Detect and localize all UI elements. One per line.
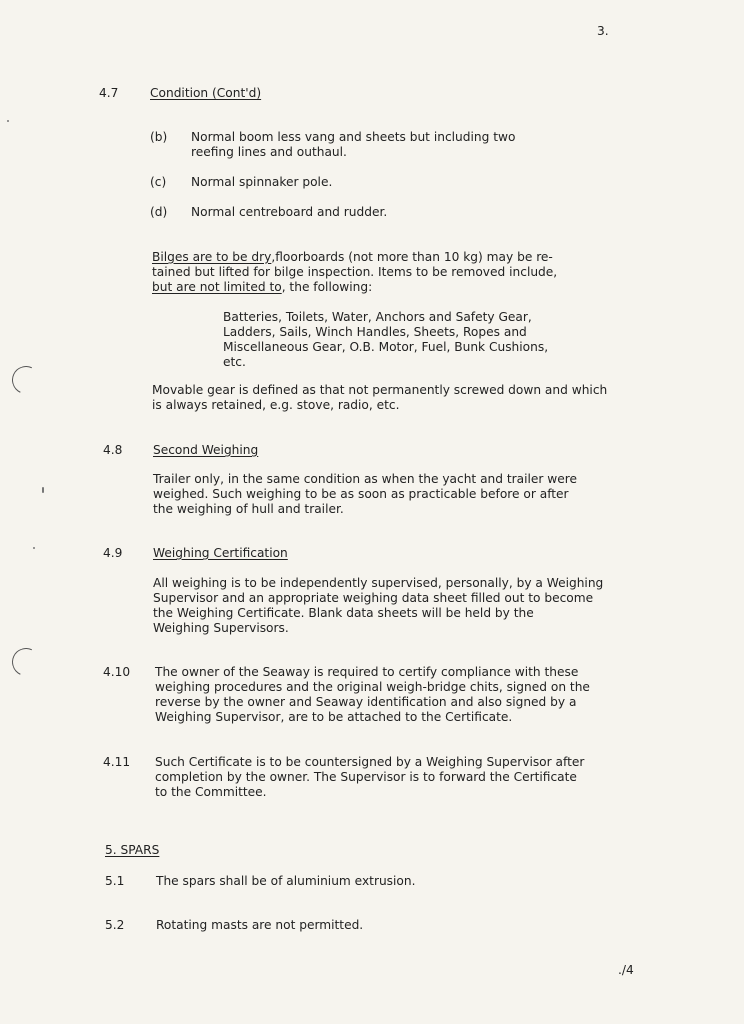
bilges-underlined: Bilges are to be dry	[152, 250, 272, 264]
section-4-10-text: The owner of the Seaway is required to certify compliance with these weighing procedures and the original weigh-bridge chits, signed on the reverse by the owner and Seaway identification and also signed by a Weighing Supervisor, are to be attached to the Certificate.	[155, 665, 590, 724]
item-b-text: Normal boom less vang and sheets but including two reefing lines and outhaul.	[191, 130, 516, 159]
removed-items-list: Batteries, Toilets, Water, Anchors and Safety Gear, Ladders, Sails, Winch Handles, Sheets, Ropes and Miscellaneous Gear, O.B. Motor, Fuel, Bunk Cushions, etc.	[223, 310, 549, 369]
section-4-8-text: Trailer only, in the same condition as when the yacht and trailer were weighed. Such weighing to be as soon as practicable before or after the weighing of hull and trailer.	[153, 472, 577, 516]
section-5-1-number: 5.1	[105, 874, 125, 888]
section-4-8-title: Second Weighing	[153, 443, 259, 457]
section-4-7-title: Condition (Cont'd)	[150, 86, 262, 100]
section-4-9-text: All weighing is to be independently supervised, personally, by a Weighing Supervisor and an appropriate weighing data sheet filled out to become the Weighing Certificate. Blank data sheets will be held by the Weighing Supervisors.	[153, 576, 604, 635]
continuation-page-ref: ./4	[618, 963, 634, 977]
page-number: 3.	[597, 24, 609, 38]
paper-speck	[7, 120, 9, 122]
section-5-heading: 5. SPARS	[105, 843, 160, 857]
section-4-9-title: Weighing Certification	[153, 546, 288, 560]
punch-hole-mark	[8, 644, 44, 680]
paper-speck	[42, 487, 44, 493]
section-4-11-text: Such Certificate is to be countersigned by a Weighing Supervisor after completion by the owner. The Supervisor is to forward the Certificate to the Committee.	[155, 755, 585, 799]
section-5-2-number: 5.2	[105, 918, 125, 932]
section-4-9-number: 4.9	[103, 546, 123, 560]
section-4-10-number: 4.10	[103, 665, 131, 679]
section-4-11-number: 4.11	[103, 755, 131, 769]
bilges-paragraph: Bilges are to be dry,floorboards (not more than 10 kg) may be re- tained but lifted for bilge inspection. Items to be removed include, but are not limited to, the following:	[152, 250, 558, 294]
item-d-text: Normal centreboard and rudder.	[191, 205, 388, 219]
not-limited-underlined: but are not limited to	[152, 280, 282, 294]
movable-gear-paragraph: Movable gear is defined as that not permanently screwed down and which is always retained, e.g. stove, radio, etc.	[152, 383, 608, 412]
item-d-label: (d)	[150, 205, 168, 219]
paper-speck	[33, 547, 35, 549]
section-5-2-text: Rotating masts are not permitted.	[156, 918, 364, 932]
section-4-8-number: 4.8	[103, 443, 123, 457]
section-5-1-text: The spars shall be of aluminium extrusion.	[156, 874, 416, 888]
section-4-7-number: 4.7	[99, 86, 119, 100]
item-c-label: (c)	[150, 175, 167, 189]
punch-hole-mark	[8, 362, 44, 398]
item-b-label: (b)	[150, 130, 168, 144]
item-c-text: Normal spinnaker pole.	[191, 175, 333, 189]
